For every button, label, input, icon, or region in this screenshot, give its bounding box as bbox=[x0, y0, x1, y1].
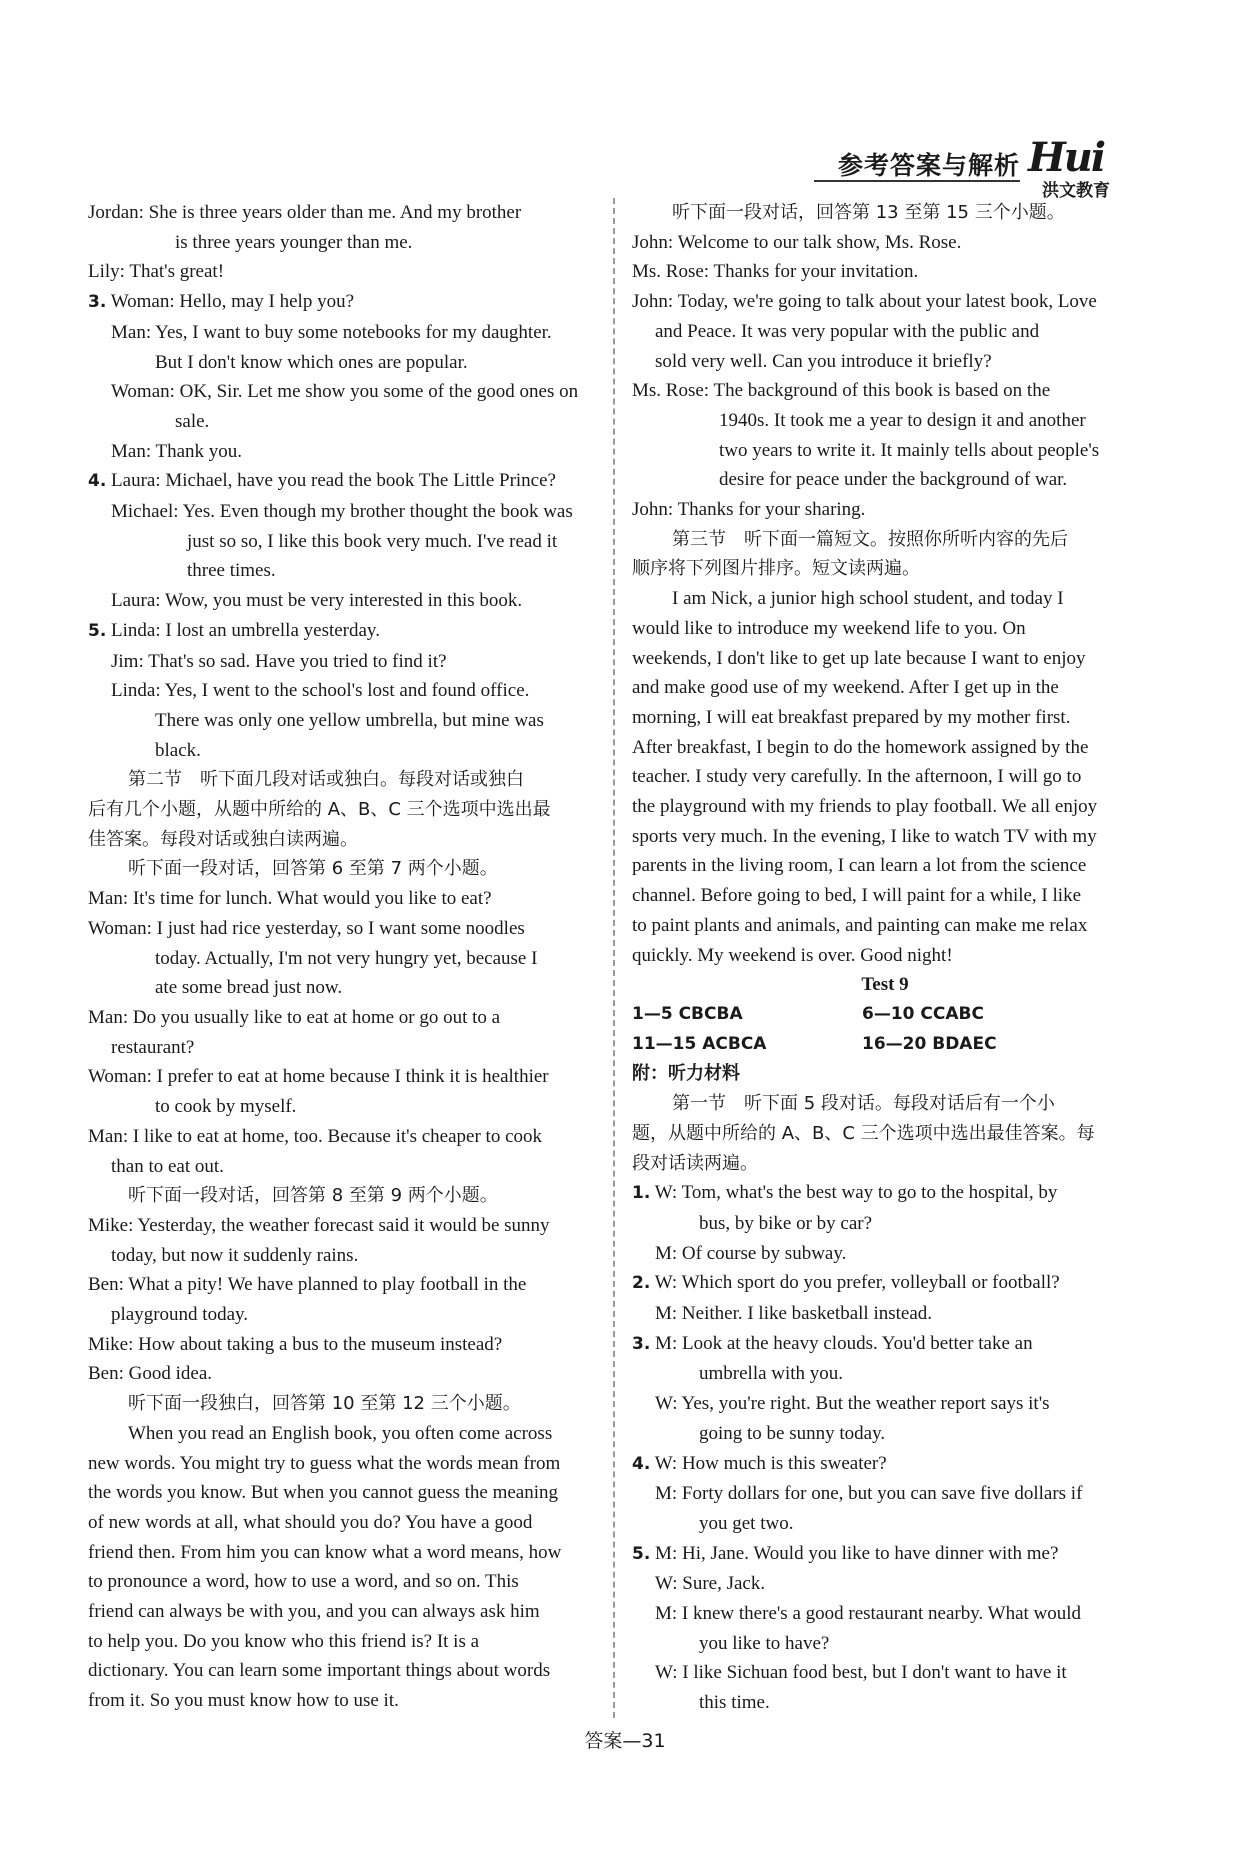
text-line bbox=[88, 884, 592, 914]
text-line bbox=[632, 1239, 1138, 1269]
text-line bbox=[88, 1627, 592, 1657]
text-line bbox=[632, 1209, 1138, 1239]
text-line bbox=[88, 1270, 592, 1300]
right-column-bottom bbox=[632, 1089, 1138, 1718]
text-line bbox=[88, 973, 592, 1003]
line-text: 后有几个小题，从题中所给的 A、B、C 三个选项中选出最 bbox=[88, 799, 551, 821]
line-text: this time. bbox=[699, 1692, 770, 1714]
line-text: restaurant? bbox=[111, 1036, 195, 1058]
text-line bbox=[88, 348, 592, 378]
text-line bbox=[88, 944, 592, 974]
text-line bbox=[88, 1538, 592, 1568]
text-line bbox=[88, 497, 592, 527]
text-line bbox=[632, 465, 1138, 495]
line-text: 段对话读两遍。 bbox=[632, 1152, 758, 1174]
text-line bbox=[632, 673, 1138, 703]
line-text: weekends, I don't like to get up late because I want to enjoy bbox=[632, 647, 1086, 669]
text-line bbox=[88, 1508, 592, 1538]
line-text: would like to introduce my weekend life to you. On bbox=[632, 617, 1026, 639]
line-text: sports very much. In the evening, I like to watch TV with my bbox=[632, 825, 1097, 847]
line-text: channel. Before going to bed, I will paint for a while, I like bbox=[632, 885, 1082, 907]
text-line bbox=[88, 1449, 592, 1479]
line-text: Mike: Yesterday, the weather forecast said it would be sunny bbox=[88, 1214, 550, 1236]
line-text: 第二节 听下面几段对话或独白。每段对话或独白 bbox=[128, 769, 524, 791]
line-text: playground today. bbox=[111, 1304, 249, 1326]
text-line bbox=[88, 854, 592, 884]
line-text: M: Of course by subway. bbox=[655, 1242, 847, 1264]
item-number: 3. bbox=[88, 292, 107, 313]
line-text: Man: Thank you. bbox=[111, 440, 243, 462]
text-line bbox=[88, 676, 592, 706]
text-line bbox=[88, 257, 592, 287]
logo-mark: Hui bbox=[1028, 134, 1105, 181]
line-text: Man: It's time for lunch. What would you like to eat? bbox=[88, 888, 492, 910]
text-line bbox=[632, 703, 1138, 733]
text-line bbox=[632, 1449, 1138, 1480]
text-line bbox=[632, 1569, 1138, 1599]
line-text: Laura: Michael, have you read the book The Little Prince? bbox=[106, 470, 556, 492]
line-text: Man: I like to eat at home, too. Because it's cheaper to cook bbox=[88, 1125, 542, 1147]
line-text: John: Welcome to our talk show, Ms. Rose. bbox=[632, 231, 962, 253]
text-line bbox=[632, 1479, 1138, 1509]
line-text: black. bbox=[155, 739, 201, 761]
line-text: Woman: Hello, may I help you? bbox=[106, 291, 355, 313]
appendix-heading: 附：听力材料 bbox=[632, 1063, 740, 1085]
page-number: 答案—31 bbox=[584, 1730, 666, 1752]
line-text: Woman: OK, Sir. Let me show you some of the good ones on bbox=[111, 381, 579, 403]
publisher-logo bbox=[1028, 134, 1140, 201]
text-line bbox=[88, 437, 592, 467]
text-line bbox=[632, 406, 1138, 436]
line-text: Man: Yes, I want to buy some notebooks for my daughter. bbox=[111, 321, 552, 343]
line-text: friend can always be with you, and you can always ask him bbox=[88, 1601, 540, 1623]
line-text: ate some bread just now. bbox=[155, 977, 343, 999]
line-text: Man: Do you usually like to eat at home or go out to a bbox=[88, 1006, 501, 1028]
text-line bbox=[632, 911, 1138, 941]
line-text: Woman: I just had rice yesterday, so I want some noodles bbox=[88, 917, 525, 939]
line-text: you like to have? bbox=[699, 1632, 830, 1654]
line-text: dictionary. You can learn some important things about words bbox=[88, 1660, 551, 1682]
page-header bbox=[780, 134, 1140, 201]
text-line bbox=[632, 287, 1138, 317]
text-line bbox=[88, 1478, 592, 1508]
answer-group: 16—20 BDAEC bbox=[862, 1033, 997, 1054]
text-line bbox=[632, 495, 1138, 525]
text-line bbox=[632, 1539, 1138, 1570]
answer-group: 11—15 ACBCA bbox=[632, 1033, 767, 1054]
line-text: 顺序将下列图片排序。短文读两遍。 bbox=[632, 558, 920, 580]
left-column bbox=[88, 198, 592, 1716]
text-line bbox=[88, 736, 592, 766]
text-line bbox=[88, 1211, 592, 1241]
line-text: W: Which sport do you prefer, volleyball or football? bbox=[650, 1272, 1060, 1294]
line-text: M: Neither. I like basketball instead. bbox=[655, 1303, 933, 1325]
line-text: Jordan: She is three years older than me. And my brother bbox=[88, 202, 522, 223]
line-text: But I don't know which ones are popular. bbox=[155, 351, 468, 373]
line-text: morning, I will eat breakfast prepared by my mother first. bbox=[632, 706, 1071, 728]
line-text: two years to write it. It mainly tells about people's bbox=[719, 439, 1100, 461]
text-line bbox=[88, 228, 592, 258]
text-line bbox=[632, 1119, 1138, 1149]
text-line bbox=[88, 198, 592, 228]
text-line bbox=[632, 941, 1138, 971]
line-text: John: Today, we're going to talk about your latest book, Love bbox=[632, 291, 1097, 313]
line-text: Linda: I lost an umbrella yesterday. bbox=[106, 619, 380, 641]
text-line bbox=[88, 914, 592, 944]
line-text: bus, by bike or by car? bbox=[699, 1212, 873, 1234]
line-text: today. Actually, I'm not very hungry yet, because I bbox=[155, 947, 538, 969]
answer-row bbox=[632, 1000, 1138, 1030]
text-line bbox=[88, 765, 592, 795]
text-line bbox=[632, 1688, 1138, 1718]
text-line bbox=[88, 1419, 592, 1449]
text-line bbox=[88, 1003, 592, 1033]
text-line bbox=[88, 1062, 592, 1092]
text-line bbox=[632, 1268, 1138, 1299]
line-text: When you read an English book, you often come across bbox=[128, 1422, 553, 1444]
line-text: going to be sunny today. bbox=[699, 1422, 886, 1444]
line-text: Ms. Rose: Thanks for your invitation. bbox=[632, 261, 919, 283]
right-column-top bbox=[632, 198, 1138, 970]
item-number: 2. bbox=[632, 1273, 651, 1294]
text-line bbox=[632, 436, 1138, 466]
text-line bbox=[88, 1330, 592, 1360]
text-line bbox=[88, 407, 592, 437]
line-text: W: Tom, what's the best way to go to the hospital, by bbox=[650, 1182, 1058, 1204]
line-text: 听下面一段对话，回答第 8 至第 9 两个小题。 bbox=[128, 1185, 498, 1207]
text-line bbox=[632, 554, 1138, 584]
text-line bbox=[632, 228, 1138, 258]
test-title: Test 9 bbox=[861, 974, 909, 996]
line-text: the words you know. But when you cannot guess the meaning bbox=[88, 1482, 558, 1504]
answer-group: 1—5 CBCBA bbox=[632, 1003, 743, 1024]
text-line bbox=[632, 881, 1138, 911]
item-number: 1. bbox=[632, 1183, 651, 1204]
text-line bbox=[632, 1089, 1138, 1119]
line-text: from it. So you must know how to use it. bbox=[88, 1690, 399, 1712]
line-text: sold very well. Can you introduce it briefly? bbox=[655, 350, 992, 372]
line-text: desire for peace under the background of war. bbox=[719, 469, 1068, 491]
text-line bbox=[632, 1299, 1138, 1329]
text-line bbox=[88, 1300, 592, 1330]
text-line bbox=[88, 706, 592, 736]
line-text: and Peace. It was very popular with the public and bbox=[655, 320, 1040, 342]
text-line bbox=[88, 377, 592, 407]
text-line bbox=[632, 1149, 1138, 1179]
item-number: 4. bbox=[632, 1453, 651, 1474]
text-line bbox=[632, 198, 1138, 228]
line-text: to pronounce a word, how to use a word, and so on. This bbox=[88, 1571, 519, 1593]
line-text: just so so, I like this book very much. I've read it bbox=[187, 530, 558, 552]
text-line bbox=[88, 1686, 592, 1716]
text-line bbox=[632, 1419, 1138, 1449]
line-text: Ben: Good idea. bbox=[88, 1363, 213, 1385]
text-line bbox=[88, 1567, 592, 1597]
text-line bbox=[632, 1509, 1138, 1539]
header-rule bbox=[814, 180, 1020, 182]
line-text: Ms. Rose: The background of this book is based on the bbox=[632, 380, 1051, 402]
line-text: 1940s. It took me a year to design it and another bbox=[719, 409, 1086, 431]
item-number: 3. bbox=[632, 1333, 651, 1354]
text-line bbox=[632, 733, 1138, 763]
item-number: 5. bbox=[88, 620, 107, 641]
line-text: There was only one yellow umbrella, but mine was bbox=[155, 709, 544, 731]
text-line bbox=[88, 287, 592, 318]
line-text: I am Nick, a junior high school student, and today I bbox=[672, 588, 1064, 610]
line-text: After breakfast, I begin to do the homework assigned by the bbox=[632, 736, 1089, 758]
line-text: W: Yes, you're right. But the weather report says it's bbox=[655, 1393, 1050, 1415]
logo-text: 洪文教育 bbox=[1042, 181, 1110, 201]
answer-row bbox=[632, 1030, 1138, 1060]
line-text: to help you. Do you know who this friend is? It is a bbox=[88, 1630, 480, 1652]
line-text: new words. You might try to guess what the words mean from bbox=[88, 1452, 561, 1474]
text-line bbox=[88, 318, 592, 348]
line-text: umbrella with you. bbox=[699, 1363, 844, 1385]
text-line bbox=[88, 1092, 592, 1122]
line-text: today, but now it suddenly rains. bbox=[111, 1244, 359, 1266]
text-line bbox=[632, 525, 1138, 555]
line-text: of new words at all, what should you do? You have a good bbox=[88, 1511, 533, 1533]
line-text: 第一节 听下面 5 段对话。每段对话后有一个小 bbox=[672, 1093, 1055, 1115]
text-line bbox=[632, 1178, 1138, 1209]
line-text: Michael: Yes. Even though my brother thought the book was bbox=[111, 501, 573, 523]
line-text: Ben: What a pity! We have planned to play football in the bbox=[88, 1274, 527, 1296]
text-line bbox=[88, 1122, 592, 1152]
text-line bbox=[88, 1359, 592, 1389]
text-line bbox=[632, 1359, 1138, 1389]
header-title: 参考答案与解析 bbox=[837, 151, 1020, 180]
line-text: W: How much is this sweater? bbox=[650, 1452, 887, 1474]
line-text: Jim: That's so sad. Have you tried to find it? bbox=[111, 650, 447, 672]
text-line bbox=[632, 257, 1138, 287]
text-line bbox=[632, 376, 1138, 406]
text-line bbox=[88, 647, 592, 677]
line-text: is three years younger than me. bbox=[175, 231, 413, 253]
text-line bbox=[88, 1152, 592, 1182]
line-text: you get two. bbox=[699, 1512, 794, 1534]
text-line bbox=[88, 616, 592, 647]
text-line bbox=[88, 586, 592, 616]
text-line bbox=[632, 851, 1138, 881]
text-line bbox=[632, 347, 1138, 377]
text-line bbox=[632, 1629, 1138, 1659]
line-text: sale. bbox=[175, 410, 210, 432]
text-line bbox=[632, 644, 1138, 674]
column-divider bbox=[613, 198, 615, 1718]
text-line bbox=[632, 1389, 1138, 1419]
text-line bbox=[88, 1033, 592, 1063]
text-line bbox=[88, 1241, 592, 1271]
text-line bbox=[632, 1329, 1138, 1360]
line-text: 题，从题中所给的 A、B、C 三个选项中选出最佳答案。每 bbox=[632, 1122, 1095, 1144]
text-line bbox=[632, 822, 1138, 852]
line-text: John: Thanks for your sharing. bbox=[632, 499, 866, 521]
line-text: Mike: How about taking a bus to the museum instead? bbox=[88, 1333, 503, 1355]
line-text: parents in the living room, I can learn a lot from the science bbox=[632, 855, 1087, 877]
line-text: 听下面一段对话，回答第 13 至第 15 三个小题。 bbox=[672, 202, 1065, 223]
line-text: 佳答案。每段对话或独白读两遍。 bbox=[88, 828, 358, 850]
line-text: 第三节 听下面一篇短文。按照你所听内容的先后 bbox=[672, 528, 1068, 550]
item-number: 4. bbox=[88, 471, 107, 492]
line-text: W: Sure, Jack. bbox=[655, 1573, 766, 1595]
text-line bbox=[88, 1656, 592, 1686]
text-line bbox=[88, 825, 592, 855]
line-text: Woman: I prefer to eat at home because I think it is healthier bbox=[88, 1066, 549, 1088]
line-text: M: I knew there's a good restaurant nearby. What would bbox=[655, 1603, 1082, 1625]
text-line bbox=[632, 614, 1138, 644]
line-text: M: Look at the heavy clouds. You'd better take an bbox=[650, 1332, 1033, 1354]
text-line bbox=[632, 317, 1138, 347]
line-text: 听下面一段独白，回答第 10 至第 12 三个小题。 bbox=[128, 1393, 521, 1415]
line-text: quickly. My weekend is over. Good night! bbox=[632, 944, 953, 966]
line-text: to cook by myself. bbox=[155, 1096, 297, 1118]
text-line bbox=[632, 1658, 1138, 1688]
text-line bbox=[88, 466, 592, 497]
line-text: friend then. From him you can know what a word means, how bbox=[88, 1541, 562, 1563]
text-line bbox=[632, 762, 1138, 792]
line-text: three times. bbox=[187, 560, 276, 582]
line-text: 听下面一段对话，回答第 6 至第 7 两个小题。 bbox=[128, 858, 498, 880]
line-text: to paint plants and animals, and painting can make me relax bbox=[632, 914, 1088, 936]
line-text: M: Forty dollars for one, but you can save five dollars if bbox=[655, 1483, 1083, 1505]
text-line bbox=[88, 795, 592, 825]
text-line bbox=[632, 584, 1138, 614]
text-line bbox=[88, 1389, 592, 1419]
text-line bbox=[632, 1599, 1138, 1629]
text-line bbox=[632, 792, 1138, 822]
line-text: Laura: Wow, you must be very interested in this book. bbox=[111, 590, 523, 612]
line-text: Linda: Yes, I went to the school's lost and found office. bbox=[111, 680, 530, 702]
line-text: the playground with my friends to play football. We all enjoy bbox=[632, 796, 1098, 818]
line-text: Lily: That's great! bbox=[88, 261, 225, 283]
line-text: than to eat out. bbox=[111, 1155, 224, 1177]
text-line bbox=[88, 527, 592, 557]
text-line bbox=[88, 556, 592, 586]
line-text: and make good use of my weekend. After I get up in the bbox=[632, 677, 1059, 699]
text-line bbox=[88, 1181, 592, 1211]
line-text: W: I like Sichuan food best, but I don't want to have it bbox=[655, 1662, 1067, 1684]
answer-group: 6—10 CCABC bbox=[862, 1003, 984, 1024]
right-column bbox=[632, 198, 1138, 1718]
text-line bbox=[88, 1597, 592, 1627]
item-number: 5. bbox=[632, 1543, 651, 1564]
line-text: teacher. I study very carefully. In the afternoon, I will go to bbox=[632, 766, 1082, 788]
line-text: M: Hi, Jane. Would you like to have dinner with me? bbox=[650, 1542, 1059, 1564]
